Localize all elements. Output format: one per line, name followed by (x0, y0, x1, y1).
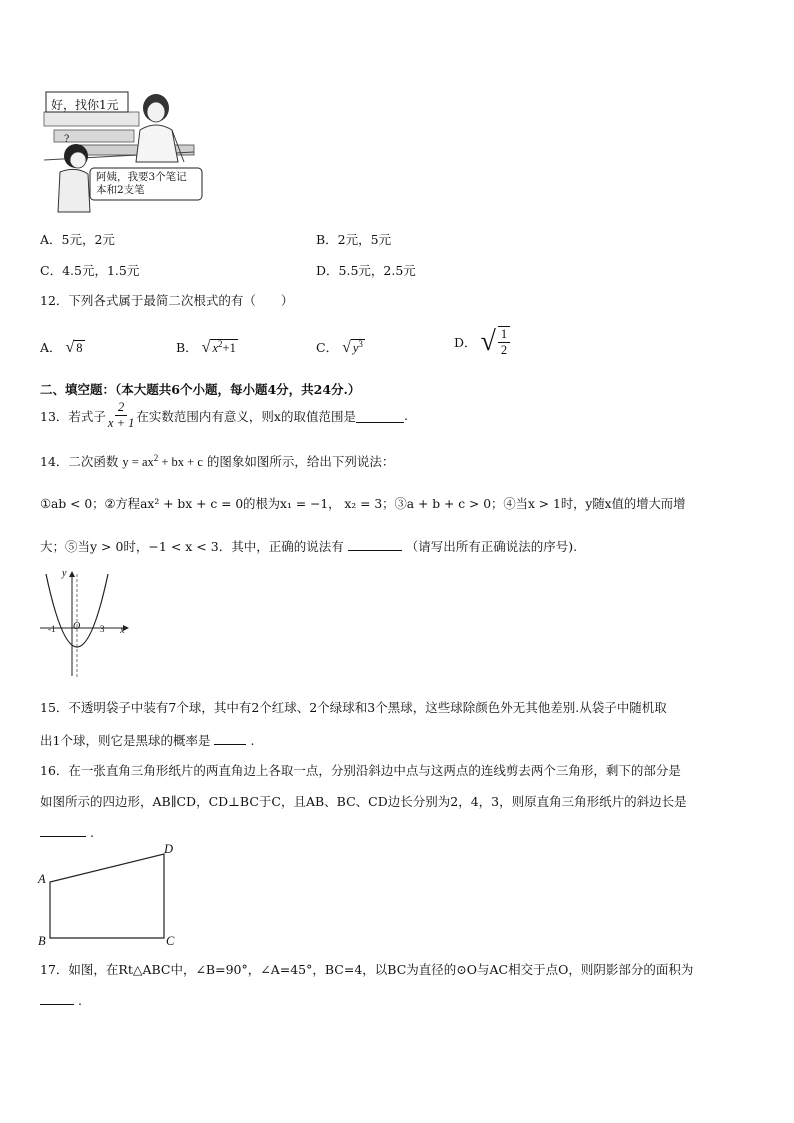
q16-line3-post: . (89, 825, 94, 840)
q16-line2: 如图所示的四边形，AB∥CD，CD⊥BC于C，且AB、BC、CD边长分别为2，4，3，则原直角三角形纸片的斜边长是 (40, 794, 687, 809)
q12-d-label: D． (454, 335, 477, 350)
q14-func-tail: + bx + c (158, 455, 203, 469)
q13-den: x + 1 (107, 416, 135, 430)
q12-d-den: 2 (500, 343, 508, 357)
graph-tick-3: 3 (100, 624, 105, 634)
graph-origin-label: O (73, 621, 81, 632)
q14-statements-line1: ①ab < 0；②方程ax² + bx + c = 0的根为x₁ = −1， x₂ = 3；③a + b + c > 0；④当x > 1时，y随x值的增大而增 (40, 497, 686, 511)
speech-bubble-shopkeeper: 好，找你1元 (51, 98, 119, 112)
point-b-label: B (38, 934, 46, 948)
q16-answer-blank[interactable] (40, 822, 86, 837)
q13-answer-blank[interactable] (356, 408, 404, 423)
q12-c-label: C． (316, 340, 339, 355)
q12-a-radicand: 8 (76, 341, 83, 355)
q15-line2-post: . (250, 733, 255, 748)
q17-line2-post: . (77, 993, 82, 1008)
q12-option-a: A． √ 8 (40, 339, 83, 356)
q12-d-num: 1 (498, 327, 510, 343)
q17-line2 (40, 990, 82, 1008)
q12-stem: 12．下列各式属于最简二次根式的有（ ） (40, 293, 294, 308)
point-a-label: A (38, 872, 46, 886)
q11-option-a: A．5元，2元 (40, 232, 115, 247)
q12-option-d: D． √ $\frac{1}{2}$ (454, 326, 512, 358)
graph-y-label: y (62, 568, 67, 579)
q15-line2 (40, 730, 254, 749)
q13-suffix: 在实数范围内有意义，则x的取值范围是 (136, 408, 356, 424)
graph-x-label: x (120, 625, 125, 636)
parabola-graph (36, 568, 146, 680)
q17-line1: 17．如图，在Rt△ABC中，∠B=90°，∠A=45°，BC=4，以BC为直径的⊙O与AC相交于点O，则阴影部分的面积为 (40, 962, 694, 977)
q12-a-label: A． (40, 340, 62, 355)
quadrilateral-abcd (50, 854, 164, 938)
q14-stem-post: 的图象如图所示，给出下列说法： (206, 454, 395, 469)
q13-prefix: 13．若式子 (40, 408, 106, 424)
q13-end: . (403, 408, 408, 423)
q14-line2-pre: 大；⑤当y > 0时，−1 < x < 3．其中，正确的说法有 (40, 539, 344, 554)
q12-option-c: C． √ $y^3$ (316, 338, 363, 356)
q15-answer-blank[interactable] (214, 730, 246, 745)
q14-statements-line2 (40, 536, 577, 555)
q12-c-base: y (352, 341, 359, 355)
speech-bubble-girl-line2: 本和2支笔 (96, 184, 145, 196)
q17-answer-blank[interactable] (40, 990, 74, 1005)
quadrilateral-svg (34, 838, 184, 950)
q12-b-tail: +1 (222, 341, 236, 355)
q15-line1: 15．不透明袋子中装有7个球，其中有2个红球、2个绿球和3个黑球，这些球除颜色外无其他差别.从袋子中随机取 (40, 700, 667, 715)
q12-b-exp: 2 (218, 338, 223, 349)
q14-answer-blank[interactable] (348, 536, 402, 551)
q12-option-b: B． √ $x^2+1$ (176, 338, 236, 356)
point-c-label: C (166, 934, 175, 948)
q14-stem (40, 452, 394, 470)
q12-c-exp: 3 (358, 338, 363, 349)
q11-option-d: D．5.5元，2.5元 (316, 263, 416, 278)
q14-func-exp: 2 (153, 452, 159, 463)
q14-func: y = ax (122, 455, 154, 469)
q16-line1: 16．在一张直角三角形纸片的两直角边上各取一点，分别沿斜边中点与这两点的连线剪去两个三角形，剩下的部分是 (40, 763, 681, 778)
q14-line2-post: （请写出所有正确说法的序号). (405, 539, 578, 554)
q13-num: 2 (115, 400, 127, 416)
q11-option-b: B．2元，5元 (316, 232, 392, 247)
q12-b-base: x (212, 341, 219, 355)
q13 (40, 400, 408, 431)
section-heading-fill-blank: 二、填空题：（本大题共6个小题，每小题4分，共24分.） (40, 382, 361, 397)
q14-stem-pre: 14．二次函数 (40, 454, 119, 469)
q11-option-c: C．4.5元，1.5元 (40, 263, 140, 278)
speech-bubble-girl-line1: 阿姨，我要3个笔记 (96, 171, 187, 183)
svg-text:?: ? (64, 134, 70, 145)
graph-tick-neg1: -1 (48, 624, 56, 634)
q15-line2-pre: 出1个球，则它是黑球的概率是 (40, 733, 211, 748)
quadrilateral-figure (34, 838, 184, 950)
point-d-label: D (164, 842, 174, 856)
shopping-illustration (44, 90, 204, 212)
q12-b-label: B． (176, 340, 198, 355)
